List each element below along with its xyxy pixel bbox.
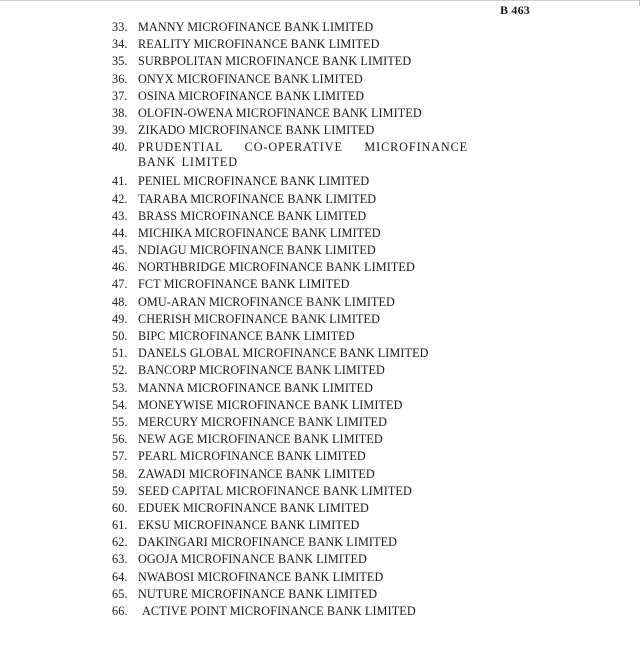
bank-name: BANCORP MICROFINANCE BANK LIMITED — [138, 363, 385, 378]
list-item-number: 60. — [112, 500, 128, 515]
list-item-number: 64. — [112, 569, 128, 584]
list-item-number: 65. — [112, 586, 128, 601]
list-item-number: 43. — [112, 208, 128, 223]
list-item-number: 52. — [112, 363, 128, 378]
list-item-number: 56. — [112, 432, 128, 447]
bank-name: ACTIVE POINT MICROFINANCE BANK LIMITED — [142, 604, 416, 618]
bank-name: SEED CAPITAL MICROFINANCE BANK LIMITED — [138, 483, 412, 498]
list-item-number: 46. — [112, 260, 128, 275]
list-item — [0, 72, 640, 89]
list-item-number: 38. — [112, 105, 128, 120]
list-item — [0, 484, 640, 501]
bank-name: BIPC MICROFINANCE BANK LIMITED — [138, 329, 355, 343]
list-item-number: 61. — [112, 518, 128, 533]
list-item-number: 62. — [112, 535, 128, 550]
bank-list — [0, 20, 640, 621]
list-item — [0, 552, 640, 569]
list-item — [0, 432, 640, 449]
list-item — [0, 398, 640, 415]
bank-name: OLOFIN-OWENA MICROFINANCE BANK LIMITED — [138, 105, 422, 120]
list-item-number: 50. — [112, 329, 128, 343]
list-item — [0, 20, 640, 37]
list-item-number: 63. — [112, 552, 128, 567]
list-item — [0, 604, 640, 621]
bank-name: NWABOSI MICROFINANCE BANK LIMITED — [138, 569, 384, 584]
list-item — [0, 363, 640, 380]
list-item-number: 54. — [112, 397, 128, 412]
list-item-number: 36. — [112, 71, 128, 86]
bank-name: MICHIKA MICROFINANCE BANK LIMITED — [138, 225, 381, 240]
bank-name: CHERISH MICROFINANCE BANK LIMITED — [138, 311, 380, 326]
list-item — [0, 295, 640, 312]
list-item — [0, 312, 640, 329]
list-item — [0, 209, 640, 226]
bank-name: DAKINGARI MICROFINANCE BANK LIMITED — [138, 535, 398, 550]
bank-name: NEW AGE MICROFINANCE BANK LIMITED — [138, 432, 383, 447]
list-item — [0, 192, 640, 209]
list-item — [0, 123, 640, 140]
bank-name: BRASS MICROFINANCE BANK LIMITED — [138, 208, 367, 223]
list-item-number: 41. — [112, 174, 128, 189]
bank-name: EDUEK MICROFINANCE BANK LIMITED — [138, 500, 369, 515]
bank-name: PEARL MICROFINANCE BANK LIMITED — [138, 449, 366, 464]
bank-name: MONEYWISE MICROFINANCE BANK LIMITED — [138, 397, 403, 412]
list-item — [0, 501, 640, 518]
bank-name: FCT MICROFINANCE BANK LIMITED — [138, 277, 350, 292]
bank-name: EKSU MICROFINANCE BANK LIMITED — [138, 518, 360, 533]
list-item-number: 66. — [112, 604, 128, 618]
list-item-number: 39. — [112, 123, 128, 138]
list-item — [0, 570, 640, 587]
bank-name: ZAWADI MICROFINANCE BANK LIMITED — [138, 466, 375, 481]
bank-name: OMU-ARAN MICROFINANCE BANK LIMITED — [138, 294, 395, 309]
bank-name: MERCURY MICROFINANCE BANK LIMITED — [138, 414, 387, 429]
list-item — [0, 260, 640, 277]
list-item-number: 40. — [112, 140, 128, 155]
list-item-number: 37. — [112, 88, 128, 103]
list-item — [0, 329, 640, 346]
list-item — [0, 226, 640, 243]
list-item — [0, 277, 640, 294]
list-item-number: 59. — [112, 483, 128, 498]
list-item — [0, 449, 640, 466]
list-item — [0, 106, 640, 123]
bank-name: OGOJA MICROFINANCE BANK LIMITED — [138, 552, 367, 567]
bank-name: DANELS GLOBAL MICROFINANCE BANK LIMITED — [138, 346, 429, 361]
list-item-number: 35. — [112, 54, 128, 69]
list-item-number: 51. — [112, 346, 128, 361]
bank-name: ZIKADO MICROFINANCE BANK LIMITED — [138, 123, 375, 138]
page-number: B 463 — [499, 3, 530, 17]
list-item-number: 44. — [112, 225, 128, 240]
list-item-number: 34. — [112, 37, 128, 52]
list-item-number: 42. — [112, 191, 128, 206]
top-border-line — [0, 0, 640, 1]
list-item — [0, 140, 640, 174]
bank-name: NDIAGU MICROFINANCE BANK LIMITED — [138, 243, 376, 258]
list-item-number: 47. — [112, 277, 128, 292]
list-item — [0, 467, 640, 484]
list-item — [0, 381, 640, 398]
list-item-number: 48. — [112, 294, 128, 309]
bank-name: TARABA MICROFINANCE BANK LIMITED — [138, 191, 377, 206]
bank-name: REALITY MICROFINANCE BANK LIMITED — [138, 37, 380, 52]
bank-name: ONYX MICROFINANCE BANK LIMITED — [138, 71, 363, 86]
bank-name: PRUDENTIAL CO-OPERATIVE MICROFINANCE BANK LIMITED — [138, 140, 468, 170]
list-item — [0, 535, 640, 552]
list-item — [0, 518, 640, 535]
list-item — [0, 89, 640, 106]
list-item-number: 49. — [112, 311, 128, 326]
bank-name: NUTURE MICROFINANCE BANK LIMITED — [138, 586, 378, 601]
bank-name: NORTHBRIDGE MICROFINANCE BANK LIMITED — [138, 260, 415, 275]
list-item-number: 33. — [112, 20, 128, 34]
list-item-number: 57. — [112, 449, 128, 464]
list-item — [0, 37, 640, 54]
list-item-number: 53. — [112, 380, 128, 395]
bank-name: MANNY MICROFINANCE BANK LIMITED — [138, 20, 374, 34]
bank-name: PENIEL MICROFINANCE BANK LIMITED — [138, 174, 370, 189]
list-item — [0, 243, 640, 260]
list-item — [0, 587, 640, 604]
bank-name: MANNA MICROFINANCE BANK LIMITED — [138, 380, 374, 395]
bank-name: OSINA MICROFINANCE BANK LIMITED — [138, 88, 365, 103]
list-item-number: 45. — [112, 243, 128, 258]
list-item — [0, 54, 640, 71]
list-item — [0, 174, 640, 191]
list-item-number: 55. — [112, 414, 128, 429]
list-item — [0, 415, 640, 432]
list-item — [0, 346, 640, 363]
bank-name: SURBPOLITAN MICROFINANCE BANK LIMITED — [138, 54, 412, 69]
list-item-number: 58. — [112, 466, 128, 481]
